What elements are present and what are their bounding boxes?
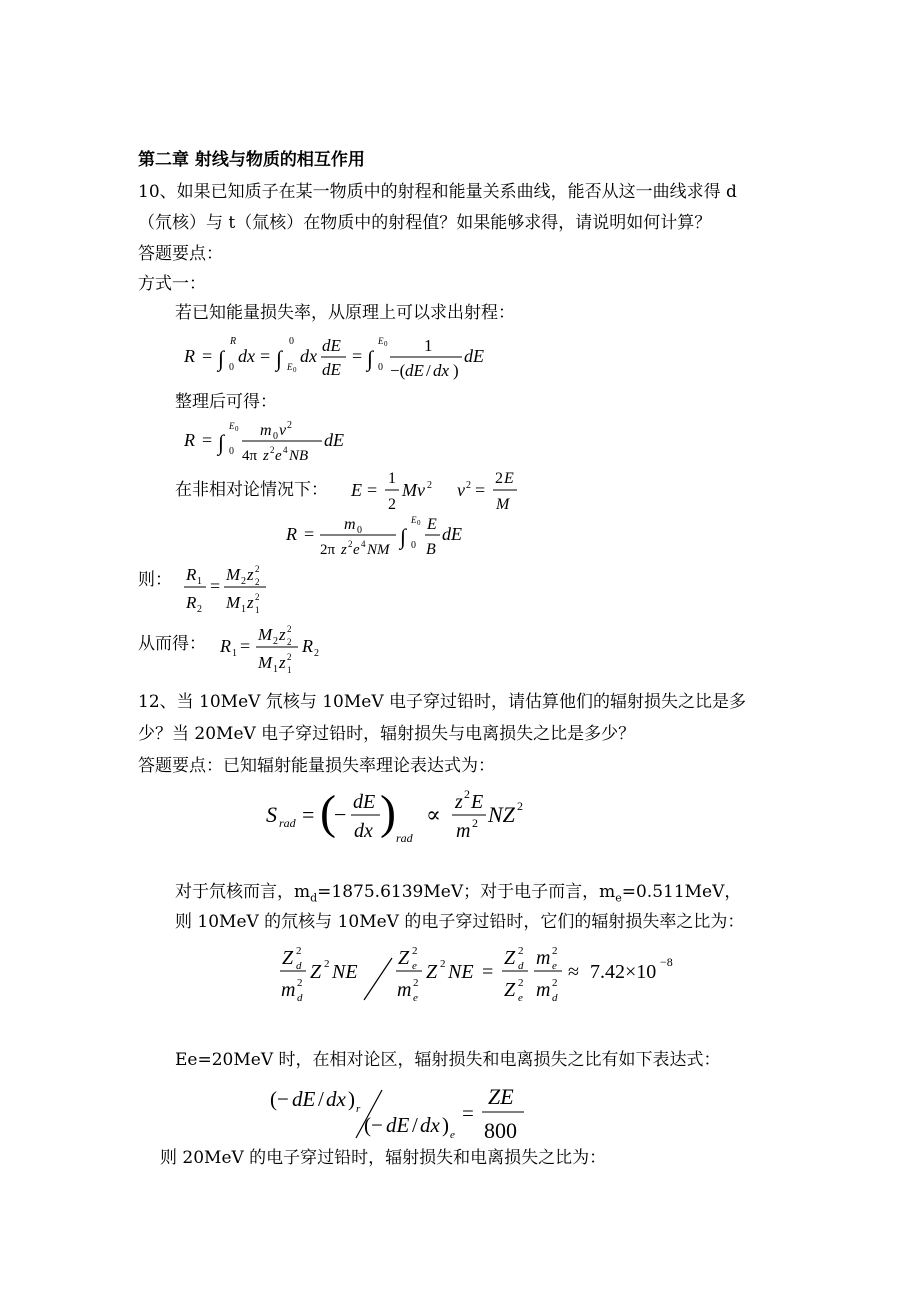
svg-text:E: E <box>287 362 293 372</box>
svg-text:e: e <box>450 1129 455 1141</box>
svg-text:dx: dx <box>326 1087 346 1111</box>
svg-text:2: 2 <box>466 480 471 491</box>
svg-text:): ) <box>380 786 396 839</box>
svg-text:m: m <box>397 979 412 1001</box>
svg-text:1: 1 <box>287 665 292 675</box>
svg-text:rad: rad <box>396 831 413 845</box>
svg-text:2: 2 <box>324 958 330 970</box>
range-integral-equation <box>180 332 500 384</box>
svg-text:z: z <box>455 791 463 813</box>
svg-text:dE: dE <box>353 791 376 813</box>
svg-text:=: = <box>302 802 315 827</box>
svg-text:0: 0 <box>289 336 294 347</box>
svg-text:NE: NE <box>448 961 474 983</box>
svg-text:1: 1 <box>197 576 202 587</box>
svg-text:R: R <box>186 565 197 584</box>
svg-text:E: E <box>427 516 437 533</box>
svg-text:(−: (− <box>270 1087 289 1111</box>
svg-text:∫: ∫ <box>367 346 374 371</box>
svg-text:∫: ∫ <box>276 346 283 371</box>
svg-text:M: M <box>496 496 510 513</box>
svg-text:ZE: ZE <box>488 1084 514 1109</box>
svg-text:2: 2 <box>388 496 396 513</box>
svg-text:4π: 4π <box>242 448 258 464</box>
svg-text:m: m <box>456 820 471 842</box>
svg-text:2: 2 <box>296 945 302 957</box>
svg-text:2: 2 <box>273 636 278 647</box>
svg-text:4: 4 <box>283 445 288 455</box>
svg-text:2: 2 <box>287 637 292 647</box>
svg-text:2: 2 <box>495 470 503 487</box>
svg-text:0: 0 <box>235 425 239 433</box>
svg-text:2: 2 <box>314 648 319 659</box>
svg-text:1: 1 <box>273 664 278 675</box>
q10-hence-label: 从而得： <box>138 634 206 654</box>
svg-text:z: z <box>263 448 269 464</box>
svg-text:=: = <box>367 480 378 500</box>
svg-text:2: 2 <box>413 977 419 989</box>
range-nonrelativistic-equation <box>282 512 482 564</box>
svg-text:M: M <box>258 653 273 672</box>
range-simplified-equation <box>180 418 380 470</box>
svg-text:v: v <box>279 422 287 439</box>
svg-text:=: = <box>475 480 486 500</box>
svg-text:dx: dx <box>238 346 255 366</box>
q10-after-simplify: 整理后可得： <box>175 392 277 412</box>
svg-text:0: 0 <box>411 540 416 551</box>
svg-text:dE: dE <box>386 1113 410 1137</box>
svg-text:e: e <box>412 960 417 972</box>
svg-text:=: = <box>202 346 213 366</box>
svg-text:e: e <box>552 960 557 972</box>
svg-text:z: z <box>341 542 347 558</box>
svg-text:dx: dx <box>420 1113 440 1137</box>
svg-text:/: / <box>318 1087 324 1111</box>
svg-text:2: 2 <box>287 420 292 431</box>
svg-text:2: 2 <box>518 977 524 989</box>
q10-method-label: 方式一： <box>138 274 206 294</box>
q12-masses-line: 对于氘核而言，$m_d=1875.6139MeV$；对于电子而言，$m_e=0.511MeV$， <box>175 882 742 905</box>
svg-text:0: 0 <box>384 340 388 348</box>
svg-text:2: 2 <box>197 604 202 615</box>
svg-text:0: 0 <box>273 431 278 442</box>
svg-text:1: 1 <box>241 604 246 615</box>
svg-text:2: 2 <box>241 576 246 587</box>
const-800: 800 <box>484 1118 517 1143</box>
svg-text:/: / <box>412 1113 418 1137</box>
svg-text:2: 2 <box>464 787 470 801</box>
svg-text:dE: dE <box>322 360 341 379</box>
svg-text:dE: dE <box>442 524 462 544</box>
svg-text:=: = <box>462 1101 474 1125</box>
deuteron-electron-ratio-equation <box>276 936 696 1008</box>
q10-line-2: （氘核）与 t（氚核）在物质中的射程值？如果能够求得，请说明如何计算？ <box>138 213 712 233</box>
svg-text:e: e <box>413 992 418 1004</box>
range-ratio-equation <box>180 560 280 616</box>
q12-line-1: 12、当 10MeV 氘核与 10MeV 电子穿过铅时，请估算他们的辐射损失之比是多 <box>138 692 746 712</box>
svg-text:0: 0 <box>229 362 234 373</box>
svg-text:Z: Z <box>398 947 410 969</box>
svg-text:z: z <box>279 625 286 644</box>
svg-text:2: 2 <box>472 816 478 830</box>
q12-answer-intro: 答题要点：已知辐射能量损失率理论表达式为： <box>138 756 495 776</box>
svg-text:m: m <box>536 947 551 969</box>
svg-text:S: S <box>266 802 277 827</box>
radiation-loss-equation <box>262 784 542 852</box>
svg-text:=: = <box>482 961 494 983</box>
svg-text:1: 1 <box>388 470 396 487</box>
svg-text:=: = <box>352 346 363 366</box>
svg-text:2: 2 <box>440 958 446 970</box>
svg-text:R: R <box>220 636 231 656</box>
svg-text:1: 1 <box>255 605 260 615</box>
svg-text:E: E <box>411 515 417 525</box>
svg-text:0: 0 <box>417 519 421 527</box>
svg-text:m: m <box>281 979 296 1001</box>
svg-text:1: 1 <box>232 648 237 659</box>
svg-text:m: m <box>344 516 356 533</box>
svg-text:NB: NB <box>289 448 309 464</box>
svg-text:M: M <box>258 625 273 644</box>
svg-text:=: = <box>210 576 221 596</box>
svg-text:/: / <box>426 361 431 380</box>
range-result-equation <box>214 620 334 676</box>
svg-text:m: m <box>260 422 272 439</box>
svg-text:2: 2 <box>297 977 303 989</box>
svg-text:∫: ∫ <box>400 524 407 549</box>
svg-text:2: 2 <box>270 445 275 455</box>
svg-text:dE: dE <box>292 1087 316 1111</box>
svg-text:R: R <box>186 593 197 612</box>
svg-text:Z: Z <box>504 979 516 1001</box>
svg-text:): ) <box>453 361 459 380</box>
svg-text:): ) <box>348 1087 355 1111</box>
svg-text:e: e <box>275 448 282 464</box>
svg-text:2: 2 <box>518 945 524 957</box>
svg-text:z: z <box>247 593 254 612</box>
ratio-exponent: −8 <box>660 955 673 969</box>
svg-text:4: 4 <box>361 539 366 549</box>
q12-relativistic-line: Ee=20MeV 时，在相对论区，辐射损失和电离损失之比有如下表达式： <box>175 1050 721 1070</box>
kinetic-energy-equation <box>345 466 525 518</box>
svg-text:∫: ∫ <box>218 346 225 371</box>
svg-text:E: E <box>504 470 514 487</box>
svg-text:E: E <box>378 336 384 346</box>
svg-text:z: z <box>247 565 254 584</box>
svg-text:2: 2 <box>255 592 260 602</box>
svg-text:z: z <box>279 653 286 672</box>
svg-text:e: e <box>518 992 523 1004</box>
q12-final-line: 则 20MeV 的电子穿过铅时，辐射损失和电离损失之比为： <box>160 1148 607 1168</box>
svg-text:E: E <box>229 421 235 431</box>
svg-text:Z: Z <box>282 947 294 969</box>
svg-text:=: = <box>260 346 271 366</box>
svg-text:R: R <box>184 430 195 450</box>
svg-text:=: = <box>240 636 251 656</box>
svg-text:Mv: Mv <box>402 480 425 500</box>
svg-text:2π: 2π <box>320 542 336 558</box>
q10-then-label: 则： <box>138 570 172 590</box>
svg-text:dE: dE <box>405 361 424 380</box>
svg-text:Z: Z <box>426 961 438 983</box>
svg-text:∝: ∝ <box>426 802 441 827</box>
svg-text:NE: NE <box>332 961 358 983</box>
svg-text:E: E <box>471 791 484 813</box>
svg-text:2: 2 <box>427 480 432 491</box>
svg-text:2: 2 <box>412 945 418 957</box>
svg-text:=: = <box>202 430 213 450</box>
svg-text:2: 2 <box>552 977 558 989</box>
ratio-value: 7.42×10 <box>590 961 657 983</box>
q10-nonrelativistic: 在非相对论情况下： <box>175 480 328 500</box>
svg-text:(: ( <box>320 786 336 839</box>
svg-text:m: m <box>536 979 551 1001</box>
svg-text:d: d <box>518 960 524 972</box>
svg-text:∫: ∫ <box>218 430 225 455</box>
svg-text:2: 2 <box>552 945 558 957</box>
svg-text:2: 2 <box>517 799 523 813</box>
q12-line-2: 少？当 20MeV 电子穿过铅时，辐射损失与电离损失之比是多少？ <box>138 724 636 744</box>
svg-text:0: 0 <box>357 525 362 536</box>
svg-text:dE: dE <box>322 336 341 355</box>
svg-text:2: 2 <box>348 539 353 549</box>
svg-text:R: R <box>302 636 313 656</box>
svg-text:2: 2 <box>287 652 292 662</box>
svg-text:rad: rad <box>279 816 296 830</box>
svg-text:dE: dE <box>464 346 484 366</box>
svg-text:2: 2 <box>255 577 260 587</box>
svg-text:d: d <box>552 992 558 1004</box>
svg-text:−: − <box>334 802 347 827</box>
svg-text:): ) <box>442 1113 449 1137</box>
svg-text:R: R <box>184 346 195 366</box>
svg-text:R: R <box>286 524 297 544</box>
svg-text:d: d <box>297 992 303 1004</box>
q10-intro: 若已知能量损失率，从原理上可以求出射程： <box>175 303 515 323</box>
svg-text:2: 2 <box>255 564 260 574</box>
radiative-ionization-ratio-equation <box>268 1076 548 1146</box>
svg-text:v: v <box>457 480 465 500</box>
svg-text:R: R <box>230 336 237 347</box>
svg-text:r: r <box>356 1103 361 1115</box>
svg-text:NZ: NZ <box>488 802 515 827</box>
q10-answer-label: 答题要点： <box>138 244 223 264</box>
svg-text:2: 2 <box>287 624 292 634</box>
svg-text:Z: Z <box>310 961 322 983</box>
chapter-title: 第二章 射线与物质的相互作用 <box>138 150 365 170</box>
svg-text:dx: dx <box>433 361 450 380</box>
svg-text:E: E <box>351 480 362 500</box>
svg-text:0: 0 <box>229 446 234 457</box>
svg-text:0: 0 <box>293 366 297 374</box>
svg-text:d: d <box>296 960 302 972</box>
svg-text:M: M <box>226 565 241 584</box>
svg-text:(−: (− <box>364 1113 383 1137</box>
svg-text:Z: Z <box>504 947 516 969</box>
svg-text:M: M <box>226 593 241 612</box>
svg-text:≈: ≈ <box>568 961 579 983</box>
svg-text:e: e <box>353 542 360 558</box>
svg-text:dx: dx <box>354 820 373 842</box>
q12-ratio-line: 则 10MeV 的氘核与 10MeV 的电子穿过铅时，它们的辐射损失率之比为： <box>175 912 745 932</box>
svg-text:NM: NM <box>367 542 390 558</box>
svg-text:1: 1 <box>424 336 433 355</box>
svg-text:0: 0 <box>378 362 383 373</box>
svg-text:−(: −( <box>390 361 406 380</box>
svg-text:dE: dE <box>324 430 344 450</box>
svg-text:B: B <box>426 541 436 558</box>
q10-line-1: 10、如果已知质子在某一物质中的射程和能量关系曲线，能否从这一曲线求得 d <box>138 182 737 202</box>
svg-text:dx: dx <box>300 346 317 366</box>
svg-text:=: = <box>304 524 315 544</box>
